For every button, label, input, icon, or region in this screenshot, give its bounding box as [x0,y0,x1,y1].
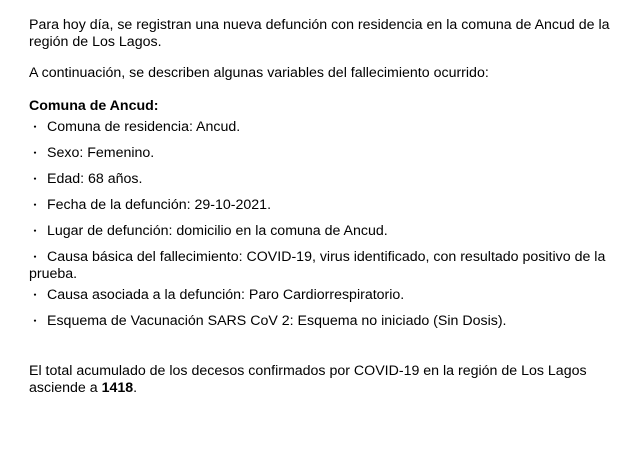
list-item-text: Comuna de residencia: Ancud. [47,119,241,135]
bullet-icon: ・ [29,172,42,186]
bullet-icon: ・ [29,224,42,238]
list-item-text: Fecha de la defunción: 29-10-2021. [47,197,272,213]
bullet-icon: ・ [29,288,42,302]
section-title: Comuna de Ancud: [29,98,159,114]
list-item [29,197,625,214]
bullet-icon: ・ [29,146,42,160]
list-item [29,145,625,162]
variables-list [29,119,625,330]
list-item-text: Sexo: Femenino. [47,145,155,161]
bullet-icon: ・ [29,120,42,134]
list-item-text: Esquema de Vacunación SARS CoV 2: Esquema no iniciado (Sin Dosis). [47,313,507,329]
bullet-icon: ・ [29,314,42,328]
bullet-icon: ・ [29,250,42,264]
list-item-text: Lugar de defunción: domicilio en la comuna de Ancud. [47,223,388,239]
document-body [29,17,625,397]
list-item [29,119,625,136]
list-item [29,223,625,240]
list-item [29,287,625,304]
list-item-text: Causa asociada a la defunción: Paro Cardiorrespiratorio. [47,287,405,303]
list-item [29,171,625,188]
list-item [29,249,625,283]
total-paragraph [29,363,625,397]
variables-intro: A continuación, se describen algunas variables del fallecimiento ocurrido: [29,65,489,81]
list-item-text: Causa básica del fallecimiento: COVID-19, virus identificado, con resultado positivo de la prueba. [29,249,606,282]
bullet-icon: ・ [29,198,42,212]
intro-paragraph: Para hoy día, se registran una nueva defunción con residencia en la comuna de Ancud de la región de Los Lagos. [29,17,610,50]
total-suffix: . [133,380,138,396]
total-text: El total acumulado de los decesos confirmados por COVID-19 en la región de Los Lagos asciende a [29,363,587,396]
list-item-text: Edad: 68 años. [47,171,143,187]
list-item [29,313,625,330]
total-value: 1418 [101,380,134,396]
